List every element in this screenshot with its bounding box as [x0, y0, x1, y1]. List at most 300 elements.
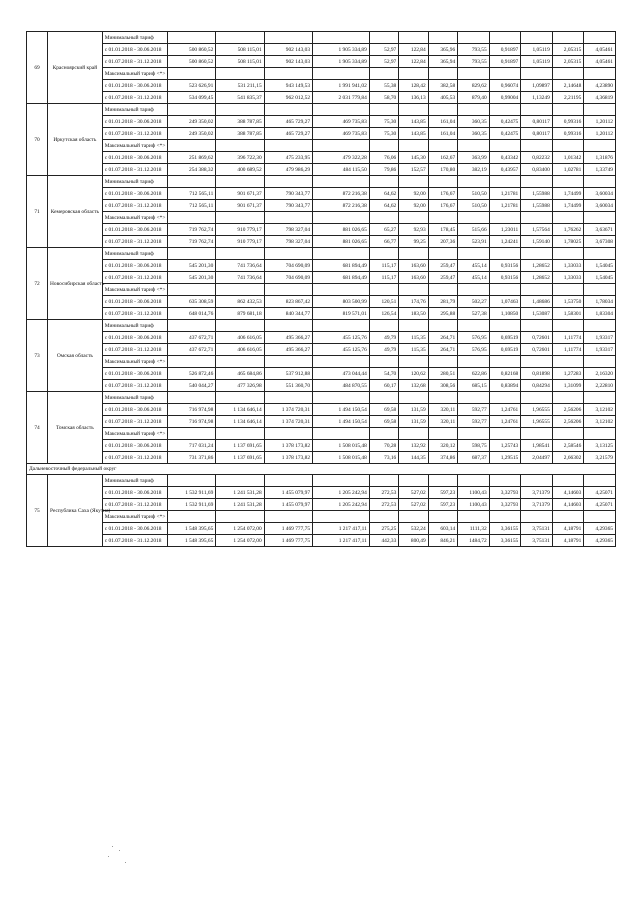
value-cell: 120,51: [369, 296, 398, 308]
value-cell: 437 672,71: [167, 332, 215, 344]
empty-cell: [428, 140, 457, 152]
value-cell: 527,02: [399, 499, 428, 511]
tariff-type-label: Максимальный тариф <*>: [102, 212, 167, 224]
value-cell: 910 779,17: [216, 236, 264, 248]
empty-cell: [167, 356, 215, 368]
value-cell: 382,58: [428, 80, 457, 92]
value-cell: 115,17: [369, 272, 398, 284]
value-cell: 681 894,49: [313, 272, 370, 284]
empty-cell: [458, 320, 490, 332]
value-cell: 64,62: [369, 200, 398, 212]
table-row: [27, 499, 616, 511]
empty-cell: [552, 356, 584, 368]
empty-cell: [264, 212, 312, 224]
tariff-label-row: [27, 68, 616, 80]
value-cell: 2,21195: [552, 92, 584, 104]
period-cell: с 01.01.2018 - 30.06.2018: [102, 44, 167, 56]
value-cell: 1,20112: [584, 128, 616, 140]
value-cell: 259,47: [428, 260, 457, 272]
empty-cell: [264, 428, 312, 440]
value-cell: 0,81898: [521, 368, 553, 380]
value-cell: 741 736,64: [216, 272, 264, 284]
value-cell: 406 616,05: [216, 344, 264, 356]
empty-cell: [521, 212, 553, 224]
value-cell: 0,96074: [489, 80, 521, 92]
value-cell: 0,69519: [489, 344, 521, 356]
value-cell: 161,04: [428, 128, 457, 140]
value-cell: 405,53: [428, 92, 457, 104]
value-cell: 1,96555: [521, 416, 553, 428]
value-cell: 251 869,62: [167, 152, 215, 164]
period-cell: с 01.07.2018 - 31.12.2018: [102, 56, 167, 68]
value-cell: 829,62: [458, 80, 490, 92]
value-cell: 1,31099: [552, 380, 584, 392]
empty-cell: [167, 392, 215, 404]
tariff-type-label: Минимальный тариф: [102, 176, 167, 188]
value-cell: 2,14648: [552, 80, 584, 92]
empty-cell: [521, 356, 553, 368]
value-cell: 603,14: [428, 523, 457, 535]
value-cell: 803 500,99: [313, 296, 370, 308]
value-cell: 1 508 015,48: [313, 440, 370, 452]
value-cell: 1,78025: [552, 236, 584, 248]
value-cell: 598,75: [458, 440, 490, 452]
region-number: 69: [27, 32, 48, 104]
empty-cell: [552, 511, 584, 523]
value-cell: 1,21781: [489, 200, 521, 212]
value-cell: 174,76: [399, 296, 428, 308]
empty-cell: [489, 248, 521, 260]
period-cell: с 01.07.2018 - 31.12.2018: [102, 416, 167, 428]
value-cell: 1,53087: [521, 308, 553, 320]
value-cell: 484 870,55: [313, 380, 370, 392]
empty-cell: [216, 212, 264, 224]
value-cell: 1,07463: [489, 296, 521, 308]
value-cell: 1 455 079,97: [264, 487, 312, 499]
value-cell: 1 378 173,82: [264, 440, 312, 452]
value-cell: 281,79: [428, 296, 457, 308]
empty-cell: [369, 356, 398, 368]
value-cell: 469 735,83: [313, 128, 370, 140]
table-row: [27, 440, 616, 452]
value-cell: 1,24761: [489, 416, 521, 428]
value-cell: 1,33033: [552, 260, 584, 272]
value-cell: 1 532 911,69: [167, 499, 215, 511]
value-cell: 592,77: [458, 416, 490, 428]
value-cell: 3,13125: [584, 440, 616, 452]
value-cell: 1 374 720,31: [264, 416, 312, 428]
value-cell: 510,50: [458, 200, 490, 212]
empty-cell: [399, 475, 428, 487]
value-cell: 879 681,18: [216, 308, 264, 320]
table-row: [27, 80, 616, 92]
empty-cell: [489, 475, 521, 487]
value-cell: 716 974,98: [167, 416, 215, 428]
value-cell: 3,60034: [584, 188, 616, 200]
period-cell: с 01.01.2018 - 30.06.2018: [102, 80, 167, 92]
empty-cell: [584, 392, 616, 404]
value-cell: 264,71: [428, 344, 457, 356]
value-cell: 1,24241: [489, 236, 521, 248]
value-cell: 1,02781: [552, 164, 584, 176]
value-cell: 1,57564: [521, 224, 553, 236]
value-cell: 0,80117: [521, 128, 553, 140]
empty-cell: [458, 140, 490, 152]
value-cell: 122,84: [399, 56, 428, 68]
value-cell: 1,05119: [521, 56, 553, 68]
value-cell: 719 762,74: [167, 224, 215, 236]
table-row: [27, 164, 616, 176]
value-cell: 1,23011: [489, 224, 521, 236]
value-cell: 879,40: [458, 92, 490, 104]
value-cell: 1 532 911,69: [167, 487, 215, 499]
empty-cell: [264, 104, 312, 116]
value-cell: 515,66: [458, 224, 490, 236]
value-cell: 1,25743: [489, 440, 521, 452]
empty-cell: [313, 511, 370, 523]
value-cell: 79,86: [369, 164, 398, 176]
value-cell: 2,04497: [521, 452, 553, 464]
region-number: 73: [27, 320, 48, 392]
value-cell: 92,93: [399, 224, 428, 236]
value-cell: 207,36: [428, 236, 457, 248]
region-name: Омская область: [48, 320, 103, 392]
empty-cell: [216, 392, 264, 404]
value-cell: 1,09897: [521, 80, 553, 92]
value-cell: 143,85: [399, 128, 428, 140]
empty-cell: [489, 140, 521, 152]
empty-cell: [552, 320, 584, 332]
value-cell: 532,24: [399, 523, 428, 535]
empty-cell: [167, 428, 215, 440]
empty-cell: [369, 212, 398, 224]
value-cell: 790 343,77: [264, 188, 312, 200]
empty-cell: [584, 104, 616, 116]
empty-cell: [489, 428, 521, 440]
table-row: [27, 260, 616, 272]
value-cell: 846,21: [428, 535, 457, 547]
federal-district-row: [27, 464, 616, 475]
value-cell: 473 044,44: [313, 368, 370, 380]
value-cell: 712 565,11: [167, 188, 215, 200]
value-cell: 64,62: [369, 188, 398, 200]
value-cell: 4,05461: [584, 56, 616, 68]
empty-cell: [216, 140, 264, 152]
empty-cell: [584, 428, 616, 440]
value-cell: 545 201,30: [167, 272, 215, 284]
empty-cell: [264, 140, 312, 152]
empty-cell: [521, 248, 553, 260]
value-cell: 1,59140: [521, 236, 553, 248]
value-cell: 508 115,01: [216, 44, 264, 56]
empty-cell: [369, 284, 398, 296]
region-number: 72: [27, 248, 48, 320]
value-cell: 3,32793: [489, 487, 521, 499]
region-number: 75: [27, 475, 48, 547]
value-cell: 523,91: [458, 236, 490, 248]
value-cell: 790 343,77: [264, 200, 312, 212]
value-cell: 1 548 395,65: [167, 535, 215, 547]
empty-cell: [521, 475, 553, 487]
value-cell: 500 860,52: [167, 56, 215, 68]
value-cell: 320,11: [428, 404, 457, 416]
empty-cell: [399, 248, 428, 260]
table-row: [27, 152, 616, 164]
period-cell: с 01.01.2018 - 30.06.2018: [102, 368, 167, 380]
table-row: [27, 44, 616, 56]
empty-cell: [369, 176, 398, 188]
empty-cell: [313, 212, 370, 224]
value-cell: 1,20112: [584, 116, 616, 128]
value-cell: 1 205 242,94: [313, 487, 370, 499]
value-cell: 495 366,27: [264, 332, 312, 344]
value-cell: 2,58546: [552, 440, 584, 452]
empty-cell: [369, 248, 398, 260]
empty-cell: [369, 428, 398, 440]
empty-cell: [458, 356, 490, 368]
value-cell: 178,45: [428, 224, 457, 236]
value-cell: 1 548 395,65: [167, 523, 215, 535]
value-cell: 0,82232: [521, 152, 553, 164]
tariff-type-label: Минимальный тариф: [102, 475, 167, 487]
empty-cell: [428, 248, 457, 260]
empty-cell: [313, 176, 370, 188]
value-cell: 3,67308: [584, 236, 616, 248]
value-cell: 3,21579: [584, 452, 616, 464]
value-cell: 382,19: [458, 164, 490, 176]
empty-cell: [313, 32, 370, 44]
value-cell: 1,10850: [489, 308, 521, 320]
period-cell: с 01.07.2018 - 31.12.2018: [102, 452, 167, 464]
empty-cell: [428, 475, 457, 487]
region-number: 71: [27, 176, 48, 248]
value-cell: 176,67: [428, 200, 457, 212]
value-cell: 910 779,17: [216, 224, 264, 236]
empty-cell: [216, 475, 264, 487]
value-cell: 442,33: [369, 535, 398, 547]
empty-cell: [399, 392, 428, 404]
value-cell: 406 616,05: [216, 332, 264, 344]
empty-cell: [428, 32, 457, 44]
value-cell: 1 374 720,31: [264, 404, 312, 416]
region-name: Новосибирская область: [48, 248, 103, 320]
empty-cell: [552, 212, 584, 224]
empty-cell: [399, 320, 428, 332]
value-cell: 122,84: [399, 44, 428, 56]
value-cell: 163,60: [399, 272, 428, 284]
value-cell: 717 031,24: [167, 440, 215, 452]
value-cell: 719 762,74: [167, 236, 215, 248]
tariff-label-row: [27, 104, 616, 116]
value-cell: 475 233,95: [264, 152, 312, 164]
period-cell: с 01.07.2018 - 31.12.2018: [102, 308, 167, 320]
value-cell: 249 350,02: [167, 128, 215, 140]
value-cell: 70,28: [369, 440, 398, 452]
period-cell: с 01.07.2018 - 31.12.2018: [102, 499, 167, 511]
table-row: [27, 200, 616, 212]
value-cell: 115,35: [399, 344, 428, 356]
value-cell: 1,33033: [552, 272, 584, 284]
empty-cell: [399, 32, 428, 44]
value-cell: 131,59: [399, 416, 428, 428]
value-cell: 531 211,15: [216, 80, 264, 92]
value-cell: 597,23: [428, 499, 457, 511]
value-cell: 800,49: [399, 535, 428, 547]
period-cell: с 01.07.2018 - 31.12.2018: [102, 200, 167, 212]
value-cell: 793,55: [458, 44, 490, 56]
empty-cell: [167, 284, 215, 296]
value-cell: 92,00: [399, 200, 428, 212]
value-cell: 66,77: [369, 236, 398, 248]
tariff-type-label: Минимальный тариф: [102, 392, 167, 404]
empty-cell: [552, 68, 584, 80]
tariff-label-row: [27, 320, 616, 332]
value-cell: 2 031 779,84: [313, 92, 370, 104]
empty-cell: [489, 212, 521, 224]
tariff-type-label: Минимальный тариф: [102, 248, 167, 260]
empty-cell: [167, 68, 215, 80]
value-cell: 1,28652: [521, 272, 553, 284]
tariff-label-row: [27, 212, 616, 224]
value-cell: 502,27: [458, 296, 490, 308]
value-cell: 145,30: [399, 152, 428, 164]
value-cell: 1,05119: [521, 44, 553, 56]
tariff-type-label: Максимальный тариф <*>: [102, 356, 167, 368]
value-cell: 1,53750: [552, 296, 584, 308]
value-cell: 3,63671: [584, 224, 616, 236]
empty-cell: [167, 475, 215, 487]
empty-cell: [458, 511, 490, 523]
empty-cell: [313, 320, 370, 332]
value-cell: 1,27283: [552, 368, 584, 380]
empty-cell: [521, 320, 553, 332]
empty-cell: [458, 428, 490, 440]
empty-cell: [264, 284, 312, 296]
value-cell: 280,51: [428, 368, 457, 380]
value-cell: 902 143,03: [264, 56, 312, 68]
value-cell: 4,18791: [552, 535, 584, 547]
value-cell: 712 565,11: [167, 200, 215, 212]
value-cell: 360,35: [458, 128, 490, 140]
value-cell: 1111,32: [458, 523, 490, 535]
tariff-type-label: Максимальный тариф <*>: [102, 428, 167, 440]
table-row: [27, 272, 616, 284]
value-cell: 0,43957: [489, 164, 521, 176]
empty-cell: [552, 392, 584, 404]
value-cell: 479 986,29: [264, 164, 312, 176]
value-cell: 115,35: [399, 332, 428, 344]
empty-cell: [552, 248, 584, 260]
value-cell: 320,11: [428, 416, 457, 428]
table-row: [27, 56, 616, 68]
value-cell: 681 894,49: [313, 260, 370, 272]
federal-district-name: Дальневосточный федеральный округ: [27, 464, 616, 475]
value-cell: 469 735,83: [313, 116, 370, 128]
empty-cell: [458, 68, 490, 80]
empty-cell: [313, 284, 370, 296]
value-cell: 264,71: [428, 332, 457, 344]
table-row: [27, 368, 616, 380]
value-cell: 176,67: [428, 188, 457, 200]
empty-cell: [584, 475, 616, 487]
value-cell: 0,42475: [489, 116, 521, 128]
tariff-label-row: [27, 176, 616, 188]
value-cell: 4,29365: [584, 523, 616, 535]
value-cell: 374,86: [428, 452, 457, 464]
table-row: [27, 416, 616, 428]
value-cell: 1,33749: [584, 164, 616, 176]
value-cell: 537 912,88: [264, 368, 312, 380]
value-cell: 0,91897: [489, 56, 521, 68]
value-cell: 1 378 173,82: [264, 452, 312, 464]
value-cell: 731 371,86: [167, 452, 215, 464]
value-cell: 455,14: [458, 272, 490, 284]
empty-cell: [369, 475, 398, 487]
value-cell: 69,58: [369, 404, 398, 416]
value-cell: 793,55: [458, 56, 490, 68]
value-cell: 902 143,03: [264, 44, 312, 56]
period-cell: с 01.01.2018 - 30.06.2018: [102, 487, 167, 499]
value-cell: 143,85: [399, 116, 428, 128]
table-row: [27, 116, 616, 128]
table-row: [27, 487, 616, 499]
value-cell: 3,12102: [584, 416, 616, 428]
value-cell: 3,75131: [521, 535, 553, 547]
empty-cell: [399, 176, 428, 188]
empty-cell: [489, 320, 521, 332]
period-cell: с 01.01.2018 - 30.06.2018: [102, 224, 167, 236]
empty-cell: [167, 104, 215, 116]
value-cell: 0,93156: [489, 260, 521, 272]
value-cell: 545 201,30: [167, 260, 215, 272]
empty-cell: [584, 68, 616, 80]
value-cell: 1 494 150,54: [313, 404, 370, 416]
value-cell: 259,47: [428, 272, 457, 284]
value-cell: 58,70: [369, 92, 398, 104]
region-name: Иркутская область: [48, 104, 103, 176]
value-cell: 126,54: [369, 308, 398, 320]
value-cell: 2,05315: [552, 44, 584, 56]
empty-cell: [428, 104, 457, 116]
empty-cell: [167, 140, 215, 152]
value-cell: 798 327,04: [264, 224, 312, 236]
empty-cell: [521, 32, 553, 44]
value-cell: 1100,43: [458, 487, 490, 499]
value-cell: 73,16: [369, 452, 398, 464]
tariff-type-label: Максимальный тариф <*>: [102, 511, 167, 523]
table-row: [27, 380, 616, 392]
value-cell: 1 254 072,00: [216, 523, 264, 535]
value-cell: 170,80: [428, 164, 457, 176]
value-cell: 4,23890: [584, 80, 616, 92]
empty-cell: [313, 356, 370, 368]
empty-cell: [489, 392, 521, 404]
value-cell: 365,94: [428, 56, 457, 68]
empty-cell: [216, 248, 264, 260]
value-cell: 0,83894: [489, 380, 521, 392]
empty-cell: [584, 356, 616, 368]
tariff-type-label: Максимальный тариф <*>: [102, 284, 167, 296]
value-cell: 527,38: [458, 308, 490, 320]
value-cell: 510,50: [458, 188, 490, 200]
value-cell: 1 905 334,89: [313, 44, 370, 56]
empty-cell: [399, 428, 428, 440]
value-cell: 687,37: [458, 452, 490, 464]
empty-cell: [369, 68, 398, 80]
value-cell: 132,92: [399, 440, 428, 452]
value-cell: 69,58: [369, 416, 398, 428]
value-cell: 1 241 531,28: [216, 487, 264, 499]
